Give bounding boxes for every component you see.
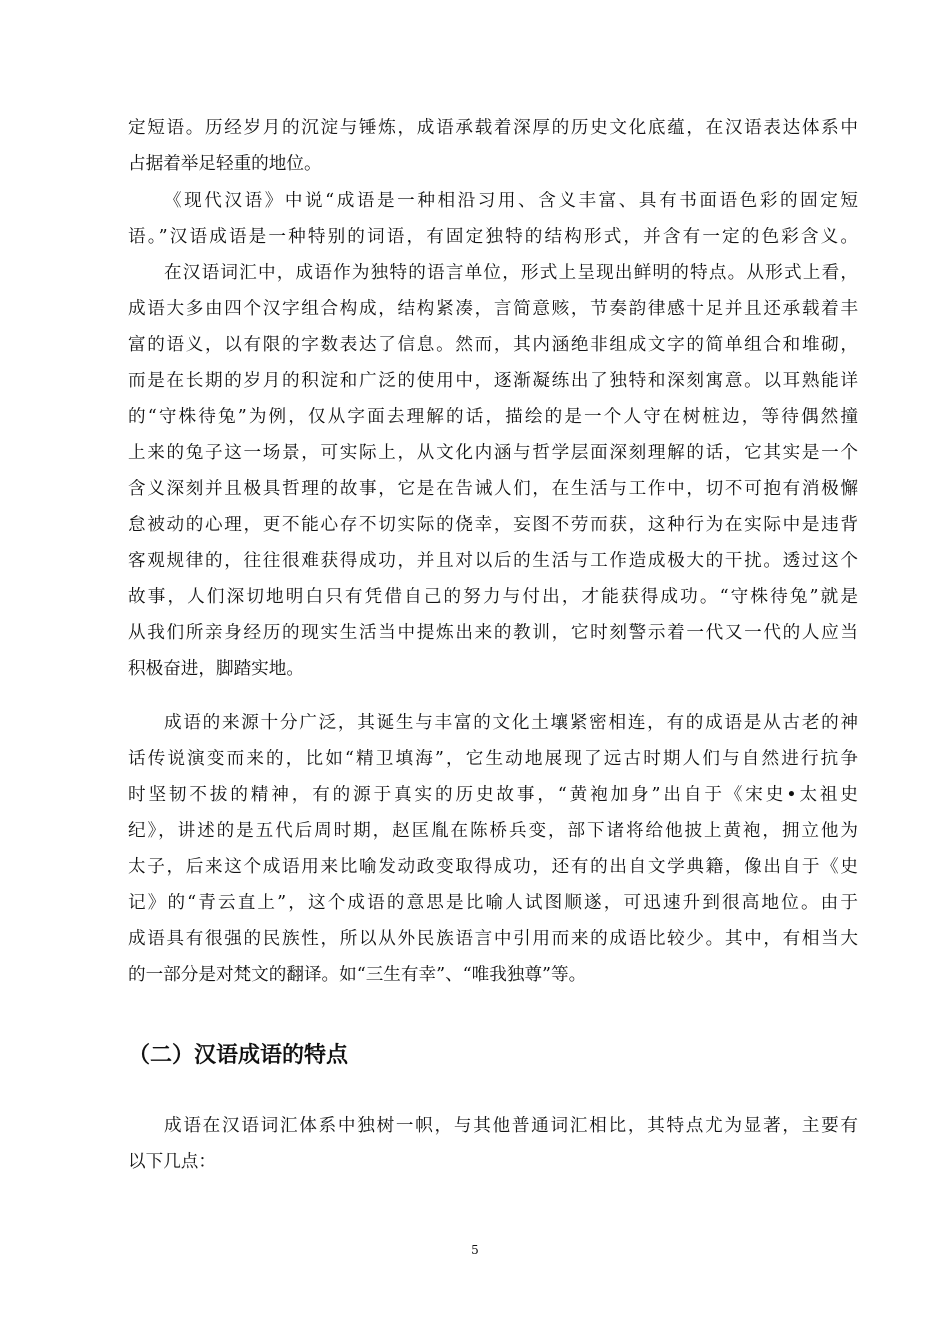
text-line: 上来的兔子这一场景，可实际上，从文化内涵与哲学层面深刻理解的话，它其实是一个: [128, 443, 858, 463]
text-line: 成语具有很强的民族性，所以从外民族语言中引用而来的成语比较少。其中，有相当大: [128, 929, 858, 949]
text-line: 的“守株待兔”为例，仅从字面去理解的话，描绘的是一个人守在树桩边，等待偶然撞: [128, 407, 858, 427]
text-line: 怠被动的心理，更不能心存不切实际的侥幸，妄图不劳而获，这种行为在实际中是违背: [128, 515, 858, 535]
text-line: 太子，后来这个成语用来比喻发动政变取得成功，还有的出自文学典籍，像出自于《史: [128, 857, 858, 877]
text-line: 成语在汉语词汇体系中独树一帜，与其他普通词汇相比，其特点尤为显著，主要有: [164, 1116, 858, 1136]
text-line: 以下几点：: [128, 1152, 216, 1172]
text-line: 语。”汉语成语是一种特别的词语，有固定独特的结构形式，并含有一定的色彩含义。: [128, 227, 858, 247]
text-line: 客观规律的，往往很难获得成功，并且对以后的生活与工作造成极大的干扰。透过这个: [128, 551, 858, 571]
text-line: 成语的来源十分广泛，其诞生与丰富的文化土壤紧密相连，有的成语是从古老的神: [164, 713, 858, 733]
text-line: 纪》，讲述的是五代后周时期，赵匡胤在陈桥兵变，部下诸将给他披上黄袍，拥立他为: [128, 821, 858, 841]
text-line: 从我们所亲身经历的现实生活当中提炼出来的教训，它时刻警示着一代又一代的人应当: [128, 623, 858, 643]
text-line: 故事，人们深切地明白只有凭借自己的努力与付出，才能获得成功。“守株待兔”就是: [128, 587, 858, 607]
text-line: 的一部分是对梵文的翻译。如“三生有幸”、“唯我独尊”等。: [128, 965, 587, 985]
text-line: 占据着举足轻重的地位。: [128, 154, 322, 174]
text-line: 积极奋进，脚踏实地。: [128, 659, 304, 679]
text-line: 话传说演变而来的，比如“精卫填海”，它生动地展现了远古时期人们与自然进行抗争: [128, 749, 858, 769]
page-number: 5: [471, 1243, 479, 1257]
text-line: 富的语义，以有限的字数表达了信息。然而，其内涵绝非组成文字的简单组合和堆砌，: [128, 335, 858, 355]
text-line: 含义深刻并且极具哲理的故事，它是在告诫人们，在生活与工作中，切不可抱有消极懈: [128, 479, 858, 499]
text-line: 《现代汉语》中说“成语是一种相沿习用、含义丰富、具有书面语色彩的固定短: [164, 191, 858, 211]
section-heading: （二）汉语成语的特点: [128, 1043, 349, 1068]
text-line: 时坚韧不拔的精神，有的源于真实的历史故事，“黄袍加身”出自于《宋史•太祖史: [128, 785, 858, 805]
text-line: 在汉语词汇中，成语作为独特的语言单位，形式上呈现出鲜明的特点。从形式上看，: [164, 263, 858, 283]
text-line: 定短语。历经岁月的沉淀与锤炼，成语承载着深厚的历史文化底蕴，在汉语表达体系中: [128, 118, 858, 138]
text-line: 成语大多由四个汉字组合构成，结构紧凑，言简意赅，节奏韵律感十足并且还承载着丰: [128, 299, 858, 319]
text-line: 记》的“青云直上”，这个成语的意思是比喻人试图顺遂，可迅速升到很高地位。由于: [128, 893, 858, 913]
text-line: 而是在长期的岁月的积淀和广泛的使用中，逐渐凝练出了独特和深刻寓意。以耳熟能详: [128, 371, 858, 391]
